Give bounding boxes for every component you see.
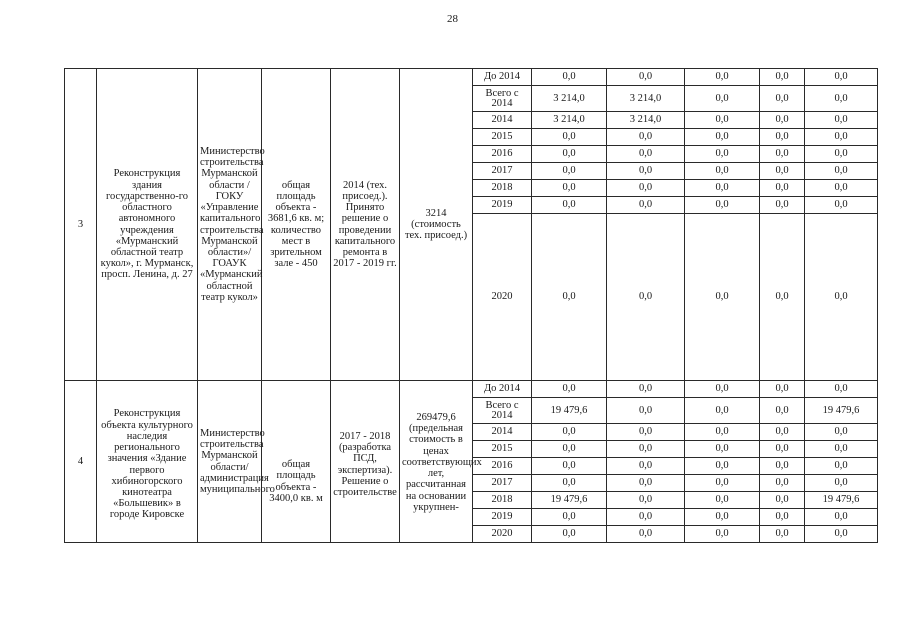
funding-value: 0,0 xyxy=(532,180,607,197)
funding-value: 0,0 xyxy=(607,441,685,458)
funding-value: 0,0 xyxy=(685,112,760,129)
year-label: Всего с 2014 xyxy=(473,86,532,112)
funding-value: 0,0 xyxy=(532,526,607,543)
funding-value: 0,0 xyxy=(685,214,760,381)
year-label: 2020 xyxy=(473,214,532,381)
object-number: 3 xyxy=(65,69,97,381)
year-label: 2019 xyxy=(473,197,532,214)
funding-value: 19 479,6 xyxy=(805,492,878,509)
funding-value: 0,0 xyxy=(532,381,607,398)
funding-value: 0,0 xyxy=(805,69,878,86)
funding-value: 19 479,6 xyxy=(532,398,607,424)
funding-value: 0,0 xyxy=(685,197,760,214)
funding-value: 0,0 xyxy=(760,69,805,86)
object-capacity: общая площадь объекта - 3681,6 кв. м; количество мест в зрительном зале - 450 xyxy=(262,69,331,381)
funding-value: 0,0 xyxy=(607,398,685,424)
funding-value: 0,0 xyxy=(805,424,878,441)
funding-value: 0,0 xyxy=(532,458,607,475)
funding-value: 0,0 xyxy=(805,180,878,197)
construction-period: 2014 (тех. присоед.). Принято решение о проведении капитального ремонта в 2017 - 2019 гг. xyxy=(331,69,400,381)
year-label: 2014 xyxy=(473,112,532,129)
customer-name: Министерство строительства Мурманской области/ администрация муниципального xyxy=(198,381,262,543)
funding-value: 0,0 xyxy=(760,129,805,146)
funding-value: 0,0 xyxy=(607,381,685,398)
funding-value: 0,0 xyxy=(685,509,760,526)
funding-value: 0,0 xyxy=(532,441,607,458)
construction-period: 2017 - 2018 (разработка ПСД, экспертиза). Решение о строительстве xyxy=(331,381,400,543)
funding-value: 0,0 xyxy=(607,197,685,214)
funding-value: 0,0 xyxy=(532,129,607,146)
funding-value: 0,0 xyxy=(685,86,760,112)
investment-table xyxy=(64,68,878,543)
funding-value: 0,0 xyxy=(805,214,878,381)
funding-value: 0,0 xyxy=(760,509,805,526)
funding-value: 0,0 xyxy=(805,509,878,526)
year-label: 2015 xyxy=(473,129,532,146)
funding-value: 0,0 xyxy=(607,163,685,180)
funding-value: 0,0 xyxy=(685,146,760,163)
funding-value: 0,0 xyxy=(760,526,805,543)
funding-value: 0,0 xyxy=(805,112,878,129)
funding-value: 3 214,0 xyxy=(532,112,607,129)
funding-value: 0,0 xyxy=(760,492,805,509)
funding-value: 0,0 xyxy=(685,441,760,458)
table-body xyxy=(65,69,878,543)
funding-value: 0,0 xyxy=(685,398,760,424)
estimated-cost: 269479,6 (предельная стоимость в ценах соответствующих лет, рассчитанная на основании укрупнен- xyxy=(400,381,473,543)
funding-value: 0,0 xyxy=(760,163,805,180)
object-number: 4 xyxy=(65,381,97,543)
funding-value: 0,0 xyxy=(805,163,878,180)
year-label: 2014 xyxy=(473,424,532,441)
customer-name: Министерство строительства Мурманской области /ГОКУ «Управление капитального строительства Мурманской области»/ ГОАУК «Мурманский областной театр кукол» xyxy=(198,69,262,381)
page-number: 28 xyxy=(447,13,458,25)
funding-value: 0,0 xyxy=(805,475,878,492)
year-label: До 2014 xyxy=(473,381,532,398)
funding-value: 0,0 xyxy=(532,424,607,441)
funding-value: 0,0 xyxy=(685,180,760,197)
funding-value: 0,0 xyxy=(532,475,607,492)
funding-value: 0,0 xyxy=(760,475,805,492)
funding-value: 0,0 xyxy=(805,197,878,214)
funding-value: 0,0 xyxy=(532,69,607,86)
year-label: 2018 xyxy=(473,492,532,509)
funding-value: 0,0 xyxy=(805,129,878,146)
year-label: Всего с 2014 xyxy=(473,398,532,424)
object-name: Реконструкция объекта культурного наследия регионального значения «Здание первого хибиногорского кинотеатра «Большевик» в городе Кировске xyxy=(97,381,198,543)
funding-value: 0,0 xyxy=(760,398,805,424)
estimated-cost: 3214 (стоимость тех. присоед.) xyxy=(400,69,473,381)
funding-value: 0,0 xyxy=(685,69,760,86)
funding-value: 0,0 xyxy=(607,129,685,146)
funding-value: 0,0 xyxy=(607,180,685,197)
funding-value: 0,0 xyxy=(760,86,805,112)
funding-value: 0,0 xyxy=(685,424,760,441)
funding-value: 0,0 xyxy=(607,475,685,492)
year-label: До 2014 xyxy=(473,69,532,86)
table-row xyxy=(65,381,878,398)
funding-value: 0,0 xyxy=(532,163,607,180)
year-label: 2020 xyxy=(473,526,532,543)
funding-value: 0,0 xyxy=(685,526,760,543)
funding-value: 3 214,0 xyxy=(532,86,607,112)
year-label: 2017 xyxy=(473,163,532,180)
funding-value: 0,0 xyxy=(685,163,760,180)
funding-value: 0,0 xyxy=(805,526,878,543)
funding-value: 3 214,0 xyxy=(607,112,685,129)
funding-value: 0,0 xyxy=(607,146,685,163)
funding-value: 0,0 xyxy=(760,214,805,381)
funding-value: 0,0 xyxy=(760,458,805,475)
funding-value: 0,0 xyxy=(805,146,878,163)
object-capacity: общая площадь объекта - 3400,0 кв. м xyxy=(262,381,331,543)
funding-value: 19 479,6 xyxy=(532,492,607,509)
year-label: 2017 xyxy=(473,475,532,492)
year-label: 2018 xyxy=(473,180,532,197)
funding-value: 0,0 xyxy=(685,458,760,475)
funding-value: 0,0 xyxy=(607,69,685,86)
funding-value: 0,0 xyxy=(805,381,878,398)
funding-value: 0,0 xyxy=(607,214,685,381)
funding-value: 0,0 xyxy=(532,197,607,214)
funding-value: 0,0 xyxy=(760,146,805,163)
year-label: 2015 xyxy=(473,441,532,458)
year-label: 2016 xyxy=(473,146,532,163)
funding-value: 0,0 xyxy=(607,492,685,509)
funding-value: 0,0 xyxy=(760,197,805,214)
funding-value: 0,0 xyxy=(760,180,805,197)
funding-value: 0,0 xyxy=(607,458,685,475)
funding-value: 0,0 xyxy=(685,475,760,492)
funding-value: 0,0 xyxy=(760,381,805,398)
funding-value: 3 214,0 xyxy=(607,86,685,112)
funding-value: 19 479,6 xyxy=(805,398,878,424)
funding-value: 0,0 xyxy=(760,112,805,129)
funding-value: 0,0 xyxy=(685,129,760,146)
funding-value: 0,0 xyxy=(805,458,878,475)
funding-value: 0,0 xyxy=(607,424,685,441)
funding-value: 0,0 xyxy=(805,86,878,112)
funding-value: 0,0 xyxy=(805,441,878,458)
funding-value: 0,0 xyxy=(685,492,760,509)
funding-value: 0,0 xyxy=(607,509,685,526)
year-label: 2019 xyxy=(473,509,532,526)
funding-value: 0,0 xyxy=(532,214,607,381)
table-row xyxy=(65,69,878,86)
year-label: 2016 xyxy=(473,458,532,475)
funding-value: 0,0 xyxy=(607,526,685,543)
funding-value: 0,0 xyxy=(685,381,760,398)
funding-value: 0,0 xyxy=(760,441,805,458)
funding-value: 0,0 xyxy=(532,146,607,163)
object-name: Реконструкция здания государственно-го областного автономного учреждения «Мурманский областной театр кукол», г. Мурманск, просп. Ленина, д. 27 xyxy=(97,69,198,381)
funding-value: 0,0 xyxy=(760,424,805,441)
funding-value: 0,0 xyxy=(532,509,607,526)
